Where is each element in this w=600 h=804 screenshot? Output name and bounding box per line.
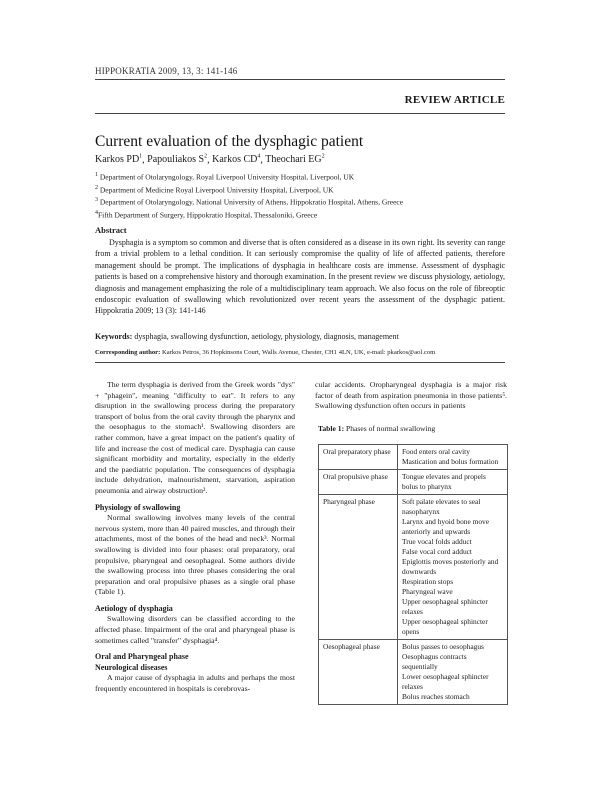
author: Papouliakos $S^2$ (147, 154, 208, 166)
action-item: Tongue elevates and propels bolus to pharynx (402, 472, 486, 491)
action-item: True vocal folds adduct (402, 537, 472, 546)
action-item: Mastication and bolus formation (402, 457, 499, 466)
swallowing-phases-table (318, 444, 508, 705)
phase-cell: Pharyngeal phase (319, 495, 398, 640)
aetiology-heading: Aetiology of dysphagia (95, 603, 173, 613)
author: Theochari $EG^2$ (265, 154, 325, 166)
affiliation: $^4$Fifth Department of Surgery, Hippokratio Hospital, Thessaloniki, Greece (95, 209, 318, 219)
article-title: Current evaluation of the dysphagic patient (95, 133, 364, 150)
action-item: Pharyngeal wave (402, 587, 453, 596)
body-column-right (315, 380, 507, 412)
table-row (319, 470, 508, 495)
affiliation: $^2$ Department of Medicine Royal Liverpool University Hospital, Liverpool, UK (95, 184, 334, 194)
phase-cell: Oesophageal phase (319, 640, 398, 705)
action-item: Food enters oral cavity (402, 447, 470, 456)
table-row (319, 495, 508, 640)
physiology-heading: Physiology of swallowing (95, 502, 181, 512)
intro-paragraph: The term dysphagia is derived from the Greek words "dys" + "phagein", meaning "difficulty to eat". It refers to any disruption in the swallowing process during the preparatory transport of bolus from the oral cavity through the pharynx and the oesophagus to the stomach¹. Swallowing disorders are rather common, have a great impact on the patient's quality of life and increase the cost of medical care. Dysphagia can cause significant morbidity and mortality, especially in the elderly and the paediatric population. The consequences of dysphagia include dehydration, malnourishment, starvation, aspiration pneumonia and airway obstruction². (95, 380, 295, 495)
actions-cell (398, 470, 508, 495)
header-rule (95, 79, 505, 80)
phase-cell: Oral propulsive phase (319, 470, 398, 495)
affiliation: $^1$ Department of Otolaryngology, Royal Liverpool University Hospital, Liverpool, UK (95, 172, 355, 182)
abstract-text: Dysphagia is a symptom so common and diverse that is often considered as a disease in its own right. Its severity can range from a trivial problem to a lethal condition. It can seriously compromise the quality of life of affected patients, therefore management should be prompt. The implications of dysphagia in healthcare costs are immense. Assessment of dysphagic patients is based on a comprehensive history and thorough examination. In the present review we discuss physiology, aetiology, diagnosis and management emphasizing the role of a multidisciplinary team approach. We also focus on the role of fibreoptic endoscopic evaluation of swallowing which revolutionized over recent years the assessment of the dysphagic patient. Hippokratia 2009; 13 (3): 141-146 (95, 238, 505, 316)
table-row (319, 640, 508, 705)
table-row (319, 445, 508, 470)
author-list: Karkos $PD^1$, Papouliakos $S^2$, Karkos $CD^4$, Theochari $EG^2$ (95, 154, 325, 166)
body-column-left (95, 380, 295, 695)
author: Karkos $PD^1$ (95, 154, 143, 166)
neurological-paragraph: A major cause of dysphagia in adults and perhaps the most frequently encountered in hospitals is cerebrovas- (95, 673, 295, 694)
neurological-heading: Neurological diseases (95, 662, 168, 672)
action-item: Epiglottis moves posteriorly and downwards (402, 557, 499, 576)
abstract-heading: Abstract (95, 225, 127, 235)
affiliation: $^3$ Department of Otolaryngology, National University of Athens, Hippokratio Hospital, Athens, Greece (95, 197, 404, 207)
action-item: Respiration stops (402, 577, 454, 586)
body-rule (95, 362, 505, 363)
action-item: Lower oesophageal sphincter relaxes (402, 672, 489, 691)
action-item: Soft palate elevates to seal nasopharynx (402, 497, 481, 516)
corresponding-author: Corresponding author: Karkos Petros, 36 Hopkinsons Court, Walls Avenue, Chester, CH1 4LN, UK, e-mail: pkarkos@aol.com (95, 349, 436, 356)
oral-pharyngeal-heading: Oral and Pharyngeal phase (95, 652, 189, 662)
actions-cell (398, 495, 508, 640)
physiology-paragraph: Normal swallowing involves many levels of the central nervous system, more than 40 paired muscles, and through their attachments, most of the bones of the head and neck³. Normal swallowing is divided into four phases: oral preparatory, oral propulsive, pharyngeal and oesophageal. Some authors divide the swallowing process into three phases considering the oral preparation and oral propulsive phases as a single oral phase (Table 1). (95, 513, 295, 597)
action-item: Bolus passes to oesophagus (402, 642, 484, 651)
running-head: HIPPOKRATIA 2009, 13, 3: 141-146 (95, 66, 238, 76)
action-item: Oesophagus contracts sequentially (402, 652, 467, 671)
table-caption: Table 1: Phases of normal swallowing (318, 424, 436, 433)
action-item: Larynx and hyoid bone move anteriorly and upwards (402, 517, 490, 536)
section-label: REVIEW ARTICLE (404, 94, 505, 106)
action-item: Bolus reaches stomach (402, 692, 470, 701)
affiliation-list (95, 170, 403, 220)
actions-cell (398, 640, 508, 705)
keywords: Keywords: dysphagia, swallowing dysfunction, aetiology, physiology, diagnosis, management (95, 332, 399, 341)
phase-cell: Oral preparatory phase (319, 445, 398, 470)
action-item: False vocal cord adduct (402, 547, 472, 556)
continued-paragraph: cular accidents. Oropharyngeal dysphagia is a major risk factor of death from aspiration pneumonia in those patients⁵. Swallowing dysfunction often occurs in patients (315, 380, 507, 411)
author: Karkos $CD^4$ (212, 154, 261, 166)
section-rule (95, 113, 505, 114)
action-item: Upper oesophageal sphincter relaxes (402, 597, 488, 616)
action-item: Upper oesophageal sphincter opens (402, 617, 488, 636)
actions-cell (398, 445, 508, 470)
aetiology-paragraph: Swallowing disorders can be classified according to the affected phase. Impairment of the oral and pharyngeal phase is sometimes called "transfer" dysphagia⁴. (95, 614, 295, 645)
